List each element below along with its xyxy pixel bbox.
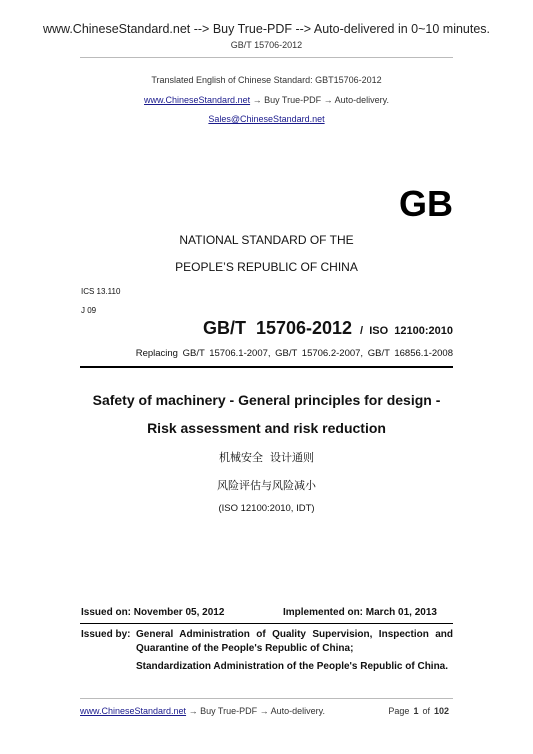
issuer-1: General Administration of Quality Supervision, Inspection and Quarantine of the People's Republic of China;	[136, 629, 453, 654]
chinese-title-line-2: 风险评估与风险减小	[217, 479, 316, 492]
footer-divider	[80, 698, 453, 699]
ccs-code: J 09	[81, 306, 97, 315]
site-line	[0, 95, 533, 105]
issued-by-block	[81, 628, 453, 678]
translation-note: Translated English of Chinese Standard: GBT15706-2012	[151, 75, 382, 85]
page-total: 102	[433, 706, 449, 716]
footer-site-link[interactable]: www.ChineseStandard.net	[80, 706, 187, 716]
site-link[interactable]: www.ChineseStandard.net	[144, 95, 251, 105]
national-standard-line-2: PEOPLE’S REPUBLIC OF CHINA	[175, 260, 358, 274]
issuer-2: Standardization Administration of the People's Republic of China.	[136, 661, 449, 672]
standard-number: GB/T 15706-2012	[202, 318, 353, 338]
title-line-2: Risk assessment and risk reduction	[147, 420, 386, 436]
footer	[80, 706, 453, 716]
replacing-line: Replacing GB/T 15706.1-2007, GB/T 15706.2-2007, GB/T 16856.1-2008	[135, 348, 453, 359]
issued-on: Issued on: November 05, 2012	[81, 607, 225, 618]
email-line	[0, 114, 533, 124]
page-of-label: of	[422, 706, 430, 716]
title-line-1: Safety of machinery - General principles for design -	[92, 392, 441, 408]
implemented-on: Implemented on: March 01, 2013	[283, 607, 437, 618]
title-divider	[80, 366, 453, 368]
issued-by-label: Issued by:	[81, 629, 131, 640]
gb-mark: GB	[399, 183, 453, 224]
footer-site-tail: → Buy True-PDF → Auto-delivery.	[186, 706, 325, 716]
header-divider	[80, 57, 453, 58]
ics-code: ICS 13.110	[81, 287, 121, 296]
site-line-tail: → Buy True-PDF → Auto-delivery.	[250, 95, 389, 105]
page-number: 1	[413, 706, 419, 716]
header-line-1: www.ChineseStandard.net --> Buy True-PDF --> Auto-delivered in 0~10 minutes.	[42, 22, 491, 36]
chinese-title-line-1: 机械安全 设计通则	[219, 451, 314, 464]
page-indicator	[388, 706, 453, 716]
iso-reference: (ISO 12100:2010, IDT)	[218, 503, 315, 514]
issue-divider	[80, 623, 453, 624]
header-doc-number: GB/T 15706-2012	[230, 40, 303, 50]
iso-equivalent: / ISO 12100:2010	[360, 325, 453, 337]
page-label: Page	[388, 706, 410, 716]
national-standard-line-1: NATIONAL STANDARD OF THE	[179, 233, 354, 247]
standard-number-line	[203, 318, 453, 339]
email-link[interactable]: Sales@ChineseStandard.net	[208, 114, 325, 124]
